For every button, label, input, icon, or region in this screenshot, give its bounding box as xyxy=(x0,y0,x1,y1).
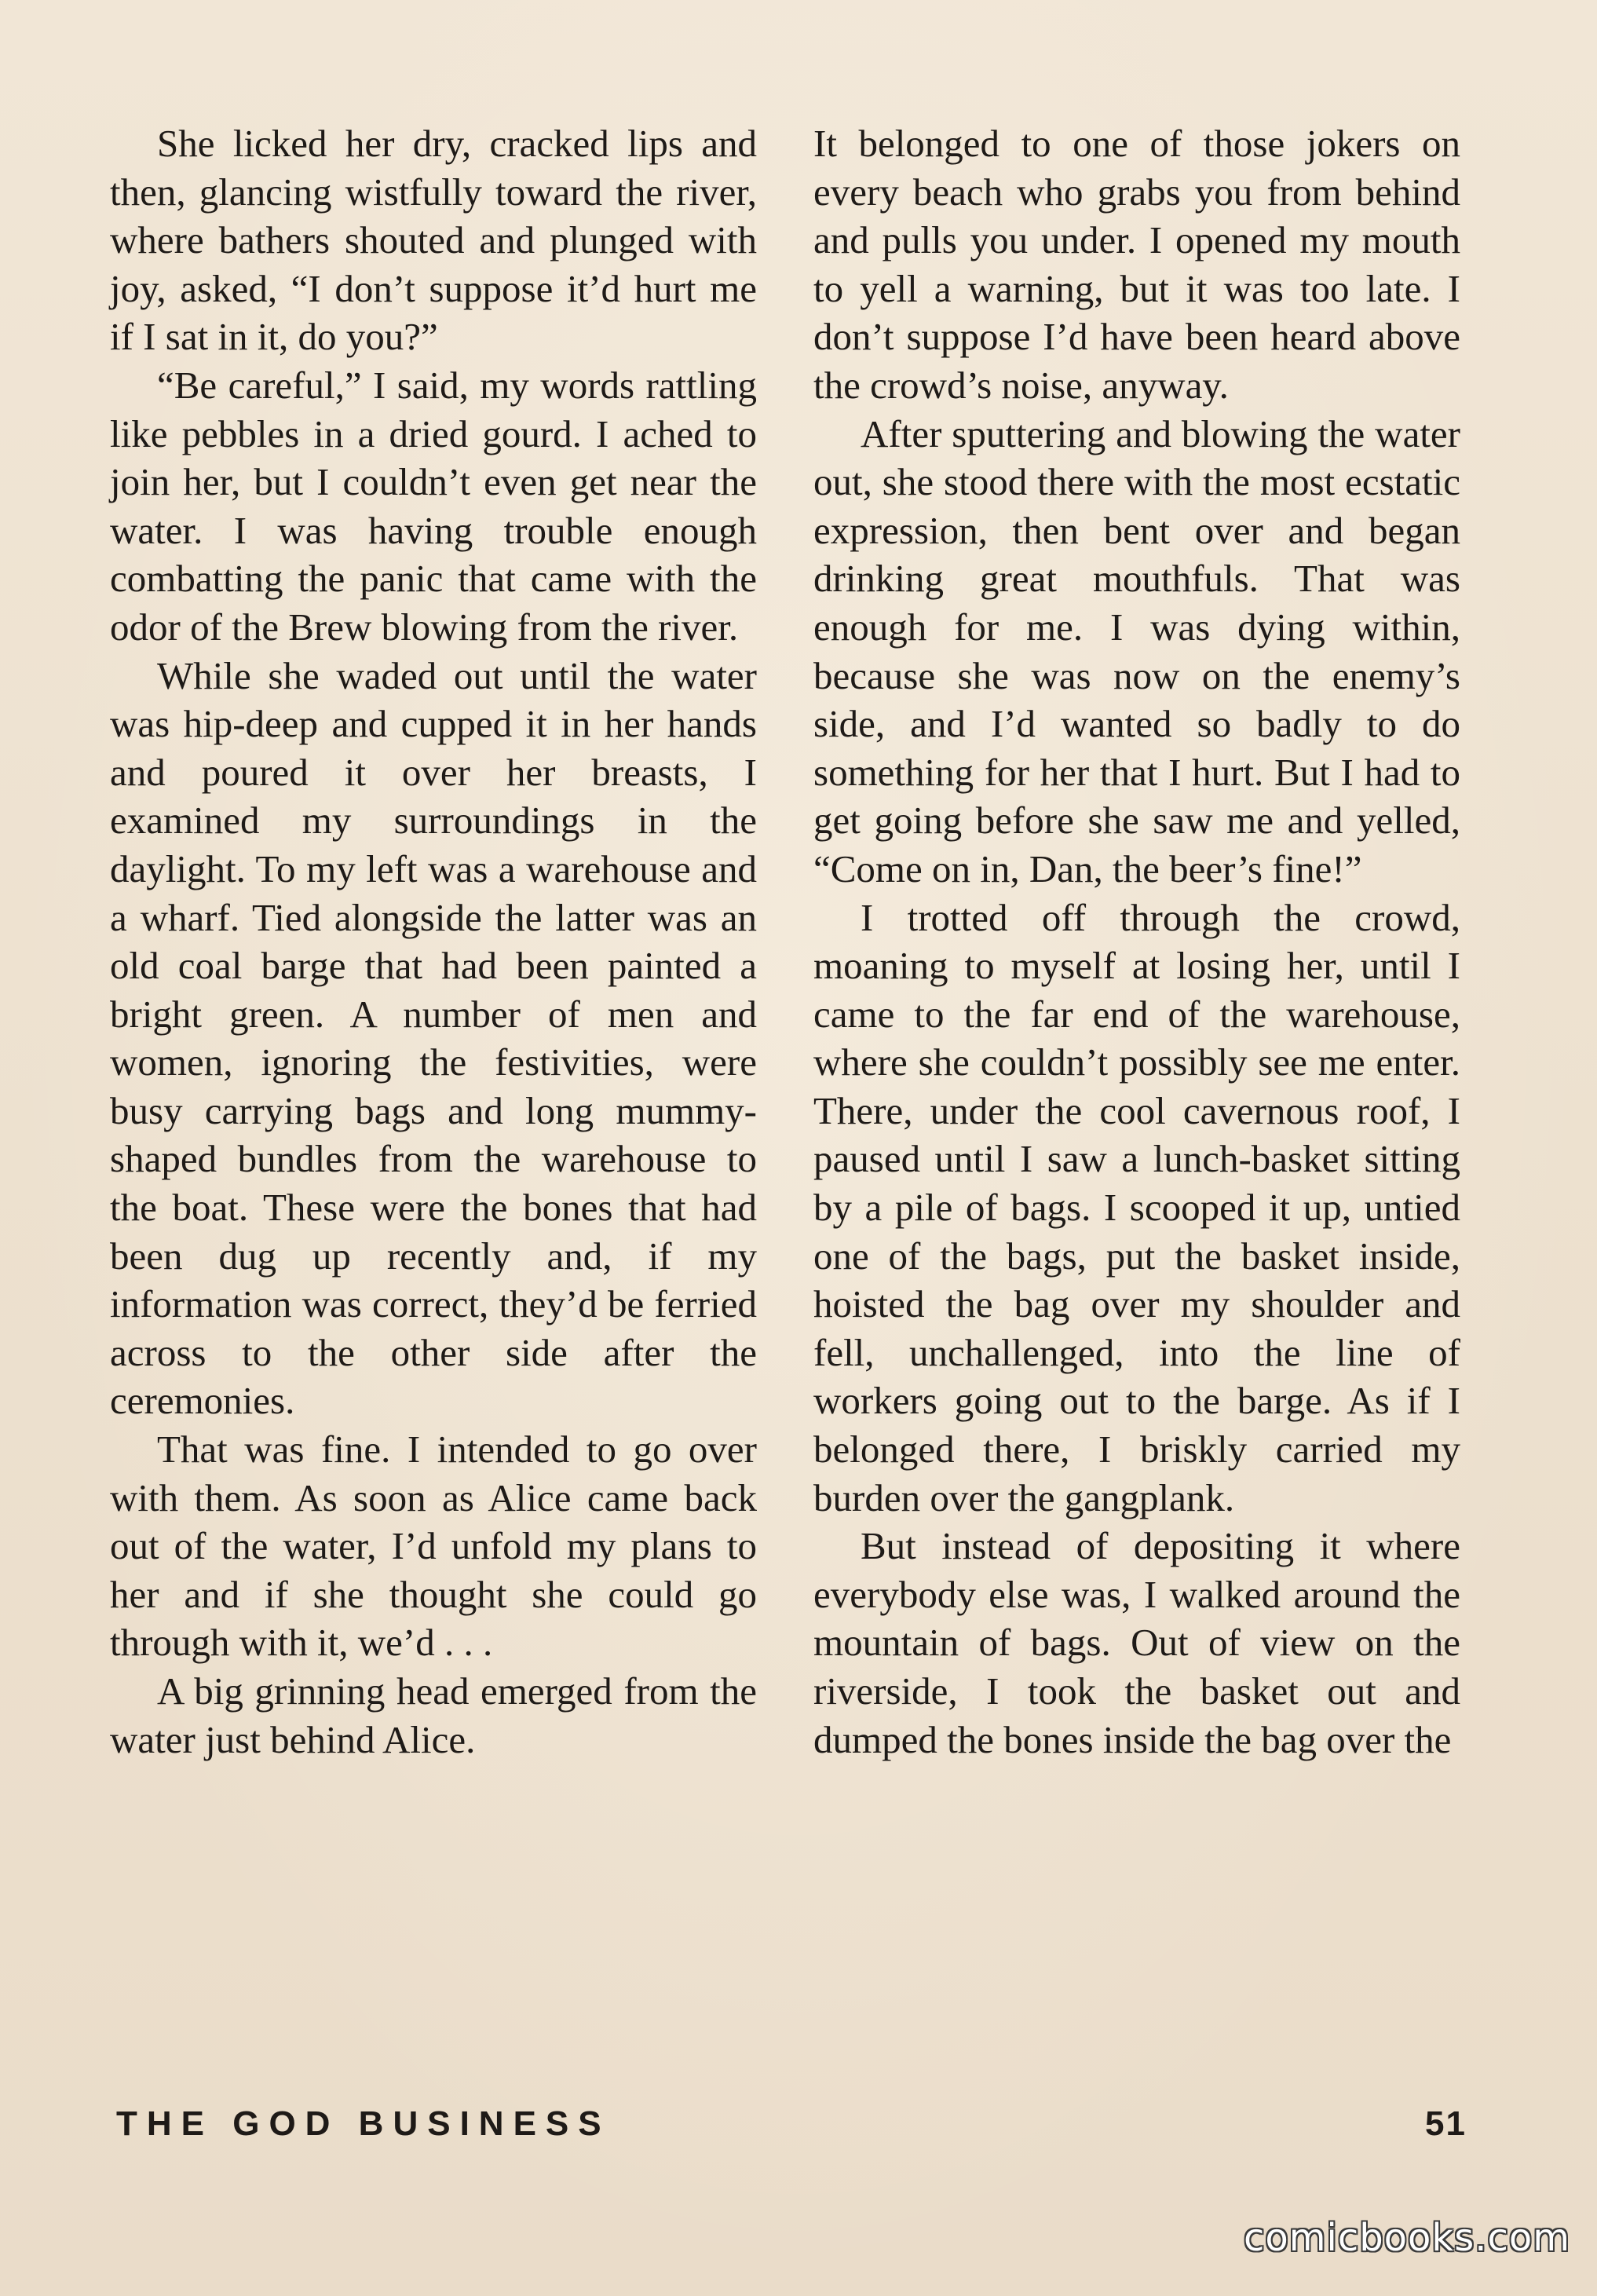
page-number: 51 xyxy=(1425,2104,1467,2143)
left-text-column xyxy=(110,119,757,1764)
page-footer xyxy=(116,2104,1467,2152)
paragraph: That was fine. I intended to go over with them. As soon as Alice came back out of the water, I’d unfold my plans to her and if she thought she could go through with it, we’d . . . xyxy=(110,1428,757,1665)
paragraph: But instead of depositing it where everybody else was, I walked around the mountain of bags. Out of view on the riverside, I took the basket out and dumped the bones inside the bag over the xyxy=(813,1524,1460,1761)
paragraph: She licked her dry, cracked lips and then, glancing wistfully toward the river, where bathers shouted and plunged with joy, asked, “I don’t suppose it’d hurt me if I sat in it, do you?” xyxy=(110,122,757,359)
paragraph: While she waded out until the water was hip-deep and cupped it in her hands and poured it over her breasts, I examined my surroundings in the daylight. To my left was a warehouse and a wharf. Tied alongside the latter was an old coal barge that had been painted a bright green. A number of men and women, ignoring the festivities, were busy carrying bags and long mummy-shaped bundles from the warehouse to the boat. These were the bones that had been dug up recently and, if my information was correct, they’d be ferried across to the other side after the ceremonies. xyxy=(110,653,757,1423)
paragraph: It belonged to one of those jokers on every beach who grabs you from behind and pulls you under. I opened my mouth to yell a warning, but it was too late. I don’t suppose I’d have been heard above the crowd’s noise, anyway. xyxy=(813,122,1460,407)
site-watermark: comicbooks.com xyxy=(1243,2216,1570,2260)
paragraph: I trotted off through the crowd, moaning to myself at losing her, until I came to the far end of the warehouse, where she couldn’t possibly see me enter. There, under the cool cavernous roof, I paused until I saw a lunch-basket sitting by a pile of bags. I scooped it up, untied one of the bags, put the basket inside, hoisted the bag over my shoulder and fell, unchallenged, into the line of workers going out to the barge. As if I belonged there, I briskly carried my burden over the gangplank. xyxy=(813,895,1460,1519)
paragraph: “Be careful,” I said, my words rattling like pebbles in a dried gourd. I ached to join her, but I couldn’t even get near the water. I was having trouble enough combatting the panic that came with the odor of the Brew blowing from the river. xyxy=(110,363,757,649)
paragraph: After sputtering and blowing the water out, she stood there with the most ecstatic expression, then bent over and began drinking great mouthfuls. That was enough for me. I was dying within, because she was now on the enemy’s side, and I’d wanted so badly to do something for her that I hurt. But I had to get going before she saw me and yelled, “Come on in, Dan, the beer’s fine!” xyxy=(813,411,1460,890)
right-text-column xyxy=(813,119,1460,1764)
paragraph: A big grinning head emerged from the water just behind Alice. xyxy=(110,1669,757,1761)
running-title: THE GOD BUSINESS xyxy=(116,2104,611,2143)
